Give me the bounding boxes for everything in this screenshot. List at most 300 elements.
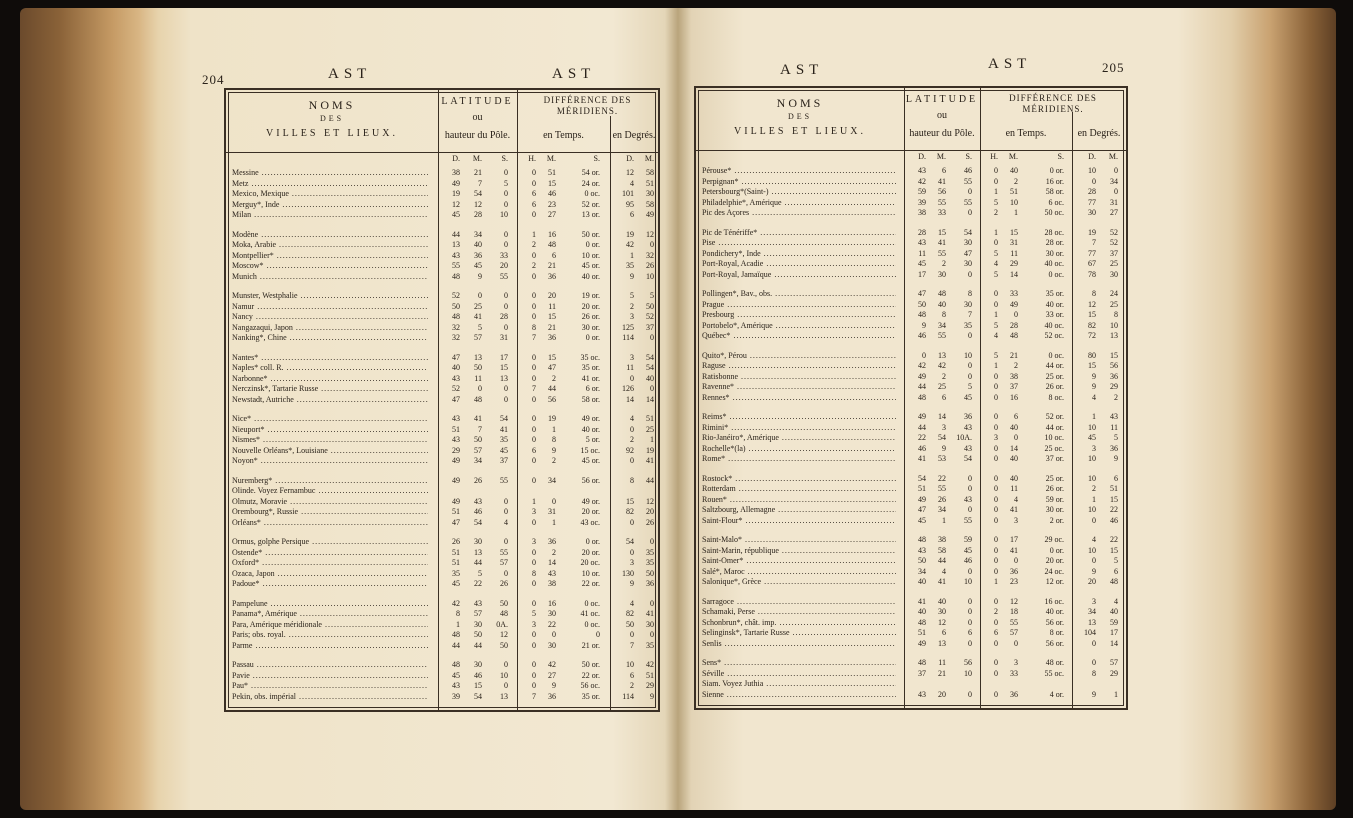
cell-value: 46	[548, 189, 556, 198]
cell-value: 11	[918, 248, 926, 258]
place-name: Nancy .....	[232, 312, 428, 322]
place-name: Philadelphie*, Amérique .....	[702, 198, 896, 208]
cell-value: 42	[626, 240, 634, 249]
cell-value: 46	[964, 166, 972, 175]
table-row	[226, 609, 658, 619]
des-heading: DES	[787, 112, 813, 121]
cell-value: 9	[552, 681, 556, 690]
cell-value: 7	[478, 424, 482, 434]
cell-value: 12	[1088, 299, 1096, 309]
cell-value: 11	[938, 658, 946, 667]
cell-value: 22	[918, 433, 926, 442]
cell-value: 0	[504, 291, 508, 300]
cell-value: 1	[994, 361, 998, 370]
cell-value: 0	[532, 373, 536, 383]
cell-value: 22	[1110, 505, 1118, 514]
cell-value: 9	[1092, 371, 1096, 381]
table-row	[696, 351, 1126, 361]
cell-value: 0	[1092, 515, 1096, 525]
cell-value: 46	[1110, 515, 1118, 525]
ou-heading: ou	[937, 110, 947, 121]
table-row	[696, 567, 1126, 577]
place-name: Rouen* .....	[702, 495, 896, 505]
place-name: Padoue* .....	[232, 579, 428, 589]
cell-value: 35	[646, 640, 654, 650]
cell-value: 0	[630, 630, 634, 639]
cell-value: 25	[1110, 299, 1118, 309]
cell-value: 40	[938, 596, 946, 606]
cell-value: 0	[630, 373, 634, 383]
cell-value: 41	[938, 176, 946, 186]
cell-value: 0 or.	[1049, 545, 1064, 555]
cell-value: 0	[650, 240, 654, 249]
cell-value: 0	[532, 301, 536, 311]
cell-value: 26 or.	[1045, 382, 1064, 391]
cell-value: 6	[532, 199, 536, 209]
cell-value: 54 or.	[581, 168, 600, 177]
cell-value: 8	[942, 310, 946, 319]
cell-value: 0	[532, 250, 536, 260]
cell-value: 0	[504, 537, 508, 546]
cell-value: 9	[922, 320, 926, 330]
cell-value: 0	[1092, 638, 1096, 648]
cell-value: 0	[1092, 658, 1096, 667]
cell-value: 1	[1014, 208, 1018, 217]
cell-value: 58	[646, 168, 654, 177]
cell-value: 50	[474, 363, 482, 372]
running-head: AST	[780, 62, 824, 78]
cell-value: 11	[1110, 422, 1118, 432]
cell-value: 14	[1010, 443, 1018, 453]
cell-value: 52	[452, 291, 460, 300]
place-name: Orembourg*, Russie .....	[232, 507, 428, 517]
cell-value: 33 or.	[1045, 310, 1064, 319]
place-name: Ormus, golphe Persique .....	[232, 537, 428, 547]
table-row	[696, 577, 1126, 587]
place-name: Séville .....	[702, 669, 896, 679]
cell-value: 35	[964, 320, 972, 330]
cell-value: 0	[994, 638, 998, 648]
cell-value: 29	[646, 681, 654, 690]
cell-value: 34	[548, 475, 556, 485]
cell-value: 4	[1092, 392, 1096, 402]
cell-value: 10	[1088, 505, 1096, 514]
table-row	[226, 353, 658, 363]
cell-value: 10	[1088, 422, 1096, 432]
cell-value: 0	[994, 289, 998, 298]
cell-value: 0	[650, 333, 654, 342]
cell-value: 26	[938, 494, 946, 504]
cell-value: 10 or.	[581, 568, 600, 578]
cell-value: 2	[942, 259, 946, 268]
cell-value: 15	[548, 312, 556, 321]
cell-value: 3	[1014, 515, 1018, 525]
cell-value: 3	[532, 507, 536, 516]
table-row	[696, 597, 1126, 607]
cell-value: 57	[474, 609, 482, 618]
cell-value: 50	[646, 568, 654, 578]
place-name: Ozaca, Japon .....	[232, 569, 428, 579]
cell-value: 5	[994, 248, 998, 258]
cell-value: 45	[452, 670, 460, 680]
cell-value: 58	[938, 545, 946, 555]
cell-value: 8	[630, 475, 634, 485]
cell-value: 30	[474, 660, 482, 669]
table-row	[226, 599, 658, 609]
cell-value: 6	[532, 445, 536, 455]
cell-value: 48	[938, 289, 946, 298]
cell-value: 2	[1014, 361, 1018, 370]
cell-value: 48	[548, 240, 556, 249]
cell-value: 0	[532, 394, 536, 404]
cell-value: 47	[548, 363, 556, 372]
unit-label: D.	[918, 152, 926, 161]
cell-value: 31	[548, 507, 556, 516]
cell-value: 0	[630, 424, 634, 434]
cell-value: 1	[532, 496, 536, 506]
cell-value: 2	[630, 681, 634, 690]
cell-value: 24 or.	[581, 178, 600, 188]
cell-value: 40	[918, 577, 926, 586]
header-rule	[226, 152, 658, 153]
place-name: Newstadt, Autriche .....	[232, 395, 428, 405]
cell-value: 26	[474, 475, 482, 485]
cell-value: 1	[942, 515, 946, 525]
cell-value: 0	[532, 435, 536, 444]
difference-heading: DIFFÉRENCE DES MÉRIDIENS.	[1009, 93, 1097, 114]
cell-value: 82	[1088, 320, 1096, 330]
cell-value: 15	[1110, 350, 1118, 360]
place-name: Sienne .....	[702, 690, 896, 700]
cell-value: 45	[964, 545, 972, 555]
cell-value: 38	[938, 535, 946, 544]
cell-value: 17	[500, 352, 508, 362]
cell-value: 40 or.	[1045, 299, 1064, 309]
unit-label: D.	[452, 154, 460, 163]
cell-value: 6	[968, 628, 972, 637]
cell-value: 30	[646, 619, 654, 629]
cell-value: 21 or.	[581, 640, 600, 650]
cell-value: 6	[630, 670, 634, 680]
cell-value: 0	[532, 630, 536, 639]
table-row	[696, 238, 1126, 248]
table-row	[696, 556, 1126, 566]
cell-value: 4	[994, 259, 998, 268]
cell-value: 36	[1110, 371, 1118, 381]
cell-value: 4	[630, 598, 634, 608]
cell-value: 25	[646, 424, 654, 434]
cell-value: 0	[968, 607, 972, 616]
place-name: Namur .....	[232, 302, 428, 312]
table-row	[696, 516, 1126, 526]
table-row	[226, 291, 658, 301]
table-row	[696, 331, 1126, 341]
cell-value: 26	[646, 517, 654, 527]
place-name: Rostock* .....	[702, 474, 896, 484]
place-name: Naples* coll. R. .....	[232, 363, 428, 373]
cell-value: 44	[918, 382, 926, 391]
cell-value: 47	[452, 517, 460, 527]
cell-value: 0	[994, 371, 998, 381]
cell-value: 78	[1088, 269, 1096, 279]
cell-value: 50	[474, 435, 482, 444]
place-name: Quito*, Pérou .....	[702, 351, 896, 361]
table-row	[696, 321, 1126, 331]
cell-value: 56	[964, 658, 972, 667]
cell-value: 15	[548, 178, 556, 188]
cell-value: 0	[968, 505, 972, 514]
table-row	[226, 425, 658, 435]
table-row	[696, 198, 1126, 208]
place-name: Para, Amérique méridionale .....	[232, 620, 428, 630]
cell-value: 45	[964, 392, 972, 402]
cell-value: 36	[1010, 566, 1018, 576]
cell-value: 0	[552, 496, 556, 506]
cell-value: 34	[938, 320, 946, 330]
cell-value: 1	[532, 229, 536, 239]
place-name: Pavie .....	[232, 671, 428, 681]
cell-value: 47	[918, 289, 926, 298]
cell-value: 4 or.	[1049, 689, 1064, 699]
cell-value: 11	[548, 301, 556, 311]
cell-value: 21	[938, 668, 946, 678]
place-name: Sens* .....	[702, 658, 896, 668]
cell-value: 45	[452, 579, 460, 588]
place-name: Mexico, Mexique .....	[232, 189, 428, 199]
cell-value: 43	[452, 414, 460, 423]
place-name: Nanking*, Chine .....	[232, 333, 428, 343]
cell-value: 14	[1010, 269, 1018, 279]
running-head: AST	[552, 66, 596, 82]
cell-value: 12	[474, 199, 482, 209]
cell-value: 19	[548, 414, 556, 423]
cell-value: 16	[1010, 392, 1018, 402]
unit-label: S.	[965, 152, 972, 161]
cell-value: 41	[938, 577, 946, 586]
table-row	[696, 259, 1126, 269]
cell-value: 49 or.	[581, 496, 600, 506]
cell-value: 0	[1014, 433, 1018, 442]
table-row	[226, 497, 658, 507]
cell-value: 10	[964, 577, 972, 586]
cell-value: 40 oc.	[1044, 320, 1064, 330]
cell-value: 7	[1092, 238, 1096, 247]
cell-value: 20 oc.	[580, 558, 600, 567]
cell-value: 48	[452, 312, 460, 321]
cell-value: 41	[474, 414, 482, 423]
cell-value: 0	[994, 382, 998, 391]
place-name: Narbonne* .....	[232, 374, 428, 384]
table-row	[226, 384, 658, 394]
place-name: Port-Royal, Acadie .....	[702, 259, 896, 269]
cell-value: 35	[452, 568, 460, 578]
table-frame	[224, 88, 660, 712]
cell-value: 9	[1092, 566, 1096, 576]
cell-value: 10	[964, 350, 972, 360]
cell-value: 1	[1092, 412, 1096, 421]
cell-value: 4	[630, 414, 634, 423]
cell-value: 41	[918, 596, 926, 606]
place-name: Salonique*, Grèce .....	[702, 577, 896, 587]
cell-value: 10 or.	[581, 250, 600, 260]
cell-value: 52 oc.	[1044, 331, 1064, 340]
place-name: Nouvelle Orléans*, Louisiane .....	[232, 446, 428, 456]
cell-value: 35 oc.	[580, 352, 600, 362]
place-name: Saint-Flour* .....	[702, 516, 896, 526]
cell-value: 57	[474, 445, 482, 455]
cell-value: 24	[1110, 289, 1118, 298]
right-page	[690, 50, 1130, 760]
cell-value: 44	[452, 640, 460, 650]
cell-value: 37	[500, 456, 508, 465]
cell-value: 19	[1088, 227, 1096, 237]
place-name: Passau .....	[232, 660, 428, 670]
cell-value: 0	[478, 384, 482, 393]
cell-value: 10	[646, 271, 654, 281]
cell-value: 0	[994, 166, 998, 175]
cell-value: 40	[1010, 166, 1018, 175]
cell-value: 15	[474, 681, 482, 690]
cell-value: 82	[626, 507, 634, 516]
cell-value: 10 oc.	[1044, 433, 1064, 442]
cell-value: 52 or.	[1045, 412, 1064, 421]
cell-value: 12	[626, 168, 634, 177]
cell-value: 9	[942, 443, 946, 453]
cell-value: 50	[500, 598, 508, 608]
cell-value: 0	[504, 240, 508, 249]
temps-heading: en Temps.	[543, 130, 584, 141]
cell-value: 40	[1010, 473, 1018, 483]
cell-value: 2 or.	[1049, 515, 1064, 525]
cell-value: 3	[630, 558, 634, 567]
cell-value: 49	[918, 412, 926, 421]
cell-value: 35	[646, 547, 654, 557]
cell-value: 54	[474, 189, 482, 198]
page-number: 205	[1102, 60, 1125, 75]
cell-value: 41	[918, 454, 926, 463]
cell-value: 0	[630, 517, 634, 527]
cell-value: 15	[1110, 545, 1118, 555]
ou-heading: ou	[472, 112, 483, 123]
cell-value: 28 oc.	[1044, 227, 1064, 237]
cell-value: 0	[994, 176, 998, 186]
cell-value: 0	[994, 473, 998, 483]
cell-value: 0	[994, 658, 998, 667]
cell-value: 40	[938, 299, 946, 309]
cell-value: 48	[1110, 577, 1118, 586]
cell-value: 0	[968, 331, 972, 340]
cell-value: 14	[626, 394, 634, 404]
place-name: Rome* .....	[702, 454, 896, 464]
cell-value: 6	[1014, 412, 1018, 421]
cell-value: 12	[452, 199, 460, 209]
cell-value: 37	[646, 322, 654, 332]
cell-value: 0	[478, 291, 482, 300]
cell-value: 41 or.	[581, 373, 600, 383]
cell-value: 0	[994, 443, 998, 453]
cell-value: 40	[1110, 607, 1118, 616]
cell-value: 39	[452, 691, 460, 701]
cell-value: 28 or.	[1045, 238, 1064, 247]
cell-value: 0	[504, 507, 508, 516]
cell-value: 43	[964, 443, 972, 453]
cell-value: 82	[626, 609, 634, 618]
table-row	[696, 382, 1126, 392]
cell-value: 54	[918, 473, 926, 483]
cell-value: 51	[1010, 187, 1018, 196]
cell-value: 0	[968, 371, 972, 381]
cell-value: 29	[1110, 382, 1118, 391]
cell-value: 125	[622, 322, 634, 332]
cell-value: 0	[532, 210, 536, 219]
cell-value: 31	[1010, 238, 1018, 247]
cell-value: 18	[1010, 607, 1018, 616]
cell-value: 44	[474, 640, 482, 650]
cell-value: 45 or.	[581, 456, 600, 465]
cell-value: 7	[532, 333, 536, 342]
cell-value: 51	[646, 178, 654, 188]
cell-value: 6	[532, 189, 536, 198]
cell-value: 0	[968, 689, 972, 699]
cell-value: 49	[452, 456, 460, 465]
unit-label: M.	[472, 154, 482, 163]
table-row	[696, 628, 1126, 638]
table-row	[226, 333, 658, 343]
cell-value: 0	[504, 199, 508, 209]
cell-value: 1	[1092, 494, 1096, 504]
cell-value: 47	[452, 352, 460, 362]
cell-value: 52	[1110, 238, 1118, 247]
cell-value: 9	[552, 445, 556, 455]
cell-value: 0	[532, 660, 536, 669]
table-row	[226, 681, 658, 691]
cell-value: 15	[1010, 227, 1018, 237]
table-row	[696, 535, 1126, 545]
unit-label: H.	[528, 154, 536, 163]
place-name: Schamaki, Perse .....	[702, 607, 896, 617]
table-row	[696, 495, 1126, 505]
table-row	[226, 620, 658, 630]
cell-value: 38	[1010, 371, 1018, 381]
cell-value: 2	[1092, 484, 1096, 493]
cell-value: 46	[918, 443, 926, 453]
cell-value: 9	[630, 271, 634, 281]
table-row	[226, 230, 658, 240]
cell-value: 2	[552, 456, 556, 465]
cell-value: 8	[1092, 668, 1096, 678]
cell-value: 14	[1110, 638, 1118, 648]
cell-value: 0	[994, 494, 998, 504]
cell-value: 0	[968, 361, 972, 370]
place-name: Olinde. Voyez Fernambuc .....	[232, 486, 428, 496]
cell-value: 20 or.	[1045, 556, 1064, 565]
cell-value: 54	[646, 352, 654, 362]
cell-value: 23	[1010, 577, 1018, 586]
cell-value: 50	[500, 640, 508, 650]
cell-value: 32	[452, 322, 460, 332]
cell-value: 41	[646, 609, 654, 618]
cell-value: 0	[504, 384, 508, 393]
cell-value: 32	[646, 250, 654, 260]
table-row	[226, 579, 658, 589]
cell-value: 50	[918, 299, 926, 309]
cell-value: 30	[474, 619, 482, 629]
cell-value: 1	[650, 435, 654, 444]
cell-value: 47	[452, 394, 460, 404]
place-name: Panama*, Amérique .....	[232, 609, 428, 619]
running-head: AST	[988, 56, 1032, 72]
cell-value: 39	[918, 197, 926, 207]
